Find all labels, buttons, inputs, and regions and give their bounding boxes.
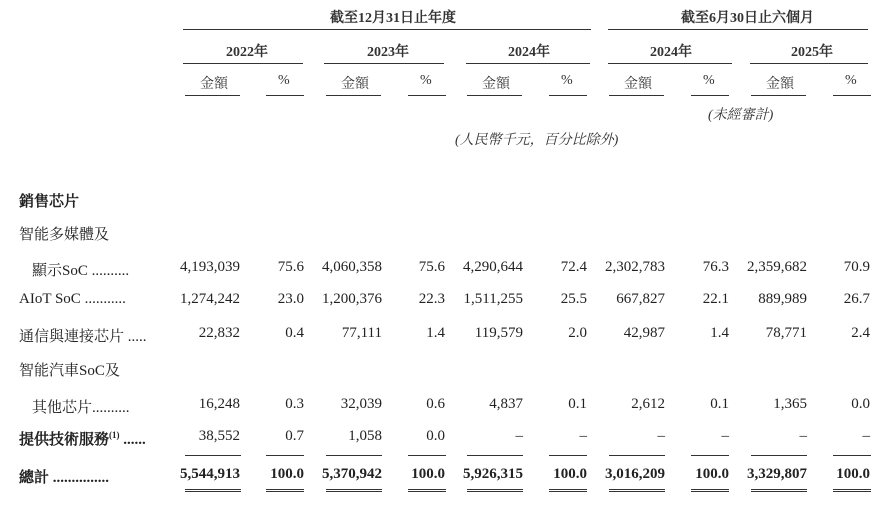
row-0-value-0: 4,193,039 bbox=[180, 259, 240, 275]
total-top-rule-10 bbox=[833, 455, 871, 456]
row-3-value-2: 32,039 bbox=[340, 396, 382, 412]
total-bottom-rule-9 bbox=[751, 489, 807, 492]
row-1-value-4: 1,511,255 bbox=[463, 291, 523, 307]
row-0-value-6: 2,302,783 bbox=[605, 259, 665, 275]
row-0-value-5: 72.4 bbox=[560, 259, 587, 275]
total-value-8: 3,329,807 bbox=[747, 466, 807, 482]
total-value-6: 3,016,209 bbox=[605, 466, 665, 482]
row-4-value-9: – bbox=[862, 428, 870, 444]
unaudited-note: (未經審計) bbox=[708, 108, 774, 123]
total-value-4: 5,926,315 bbox=[463, 466, 523, 482]
col-pct-2: % bbox=[420, 73, 432, 88]
row-2-value-0: 22,832 bbox=[198, 325, 240, 341]
row-2-value-1: 0.4 bbox=[285, 325, 304, 341]
year-rule-2023 bbox=[324, 63, 444, 64]
total-bottom-rule-8 bbox=[691, 489, 729, 492]
row-3-value-0: 16,248 bbox=[198, 396, 240, 412]
row-1-value-3: 22.3 bbox=[418, 291, 445, 307]
total-top-rule-8 bbox=[691, 455, 729, 456]
col-amount-5: 金額 bbox=[766, 77, 794, 92]
row-0-value-2: 4,060,358 bbox=[322, 259, 382, 275]
total-top-rule-3 bbox=[326, 455, 382, 456]
col-pct-3: % bbox=[561, 73, 573, 88]
row-4-value-4: – bbox=[515, 428, 523, 444]
total-bottom-rule-3 bbox=[326, 489, 382, 492]
year-header-2024: 2024年 bbox=[508, 45, 550, 60]
total-bottom-rule-1 bbox=[185, 489, 241, 492]
row-4-value-3: 0.0 bbox=[426, 428, 445, 444]
total-bottom-rule-4 bbox=[408, 489, 446, 492]
total-bottom-rule-5 bbox=[467, 489, 523, 492]
header-annual-rule bbox=[183, 29, 591, 30]
col-rule-pct-5 bbox=[833, 95, 871, 96]
total-top-rule-6 bbox=[549, 455, 587, 456]
total-bottom-rule-2 bbox=[266, 489, 304, 492]
total-value-3: 100.0 bbox=[411, 466, 445, 482]
row-label-aiot: AIoT SoC ........... bbox=[19, 291, 126, 307]
col-pct-4: % bbox=[703, 73, 715, 88]
row-0-value-7: 76.3 bbox=[702, 259, 729, 275]
total-top-rule-7 bbox=[609, 455, 665, 456]
col-rule-pct-4 bbox=[691, 95, 729, 96]
row-0-value-9: 70.9 bbox=[843, 259, 870, 275]
col-rule-amount-4 bbox=[609, 95, 664, 96]
row-4-value-6: – bbox=[657, 428, 665, 444]
row-1-value-8: 889,989 bbox=[758, 291, 807, 307]
year-header-2022: 2022年 bbox=[226, 45, 268, 60]
col-rule-amount-5 bbox=[751, 95, 806, 96]
total-top-rule-4 bbox=[408, 455, 446, 456]
unit-note: (人民幣千元，百分比除外) bbox=[455, 133, 619, 148]
total-value-5: 100.0 bbox=[553, 466, 587, 482]
section-title-chip-sales: 銷售芯片 bbox=[19, 194, 80, 210]
year-rule-2024 bbox=[466, 63, 590, 64]
row-2-value-9: 2.4 bbox=[851, 325, 870, 341]
row-0-value-1: 75.6 bbox=[277, 259, 304, 275]
col-rule-amount-2 bbox=[326, 95, 381, 96]
row-4-value-7: – bbox=[721, 428, 729, 444]
total-value-9: 100.0 bbox=[836, 466, 870, 482]
row-3-value-9: 0.0 bbox=[851, 396, 870, 412]
header-halfyear-title: 截至6月30日止六個月 bbox=[681, 11, 814, 26]
header-halfyear-rule bbox=[608, 29, 868, 30]
row-4-value-2: 1,058 bbox=[348, 428, 382, 444]
row-label-multimedia-line1: 智能多媒體及 bbox=[19, 227, 110, 243]
total-value-0: 5,544,913 bbox=[180, 466, 240, 482]
year-rule-2022 bbox=[183, 63, 303, 64]
total-bottom-rule-7 bbox=[609, 489, 665, 492]
year-header-2024-h1: 2024年 bbox=[650, 45, 692, 60]
row-1-value-5: 25.5 bbox=[560, 291, 587, 307]
col-amount-1: 金額 bbox=[200, 77, 228, 92]
row-label-connectivity: 通信與連接芯片 ..... bbox=[19, 329, 147, 345]
col-rule-pct-3 bbox=[549, 95, 587, 96]
col-rule-amount-1 bbox=[185, 95, 240, 96]
row-label-total: 總計 ............... bbox=[19, 470, 110, 486]
col-amount-4: 金額 bbox=[624, 77, 652, 92]
total-top-rule-9 bbox=[751, 455, 807, 456]
total-value-1: 100.0 bbox=[270, 466, 304, 482]
row-2-value-3: 1.4 bbox=[426, 325, 445, 341]
row-2-value-4: 119,579 bbox=[474, 325, 523, 341]
total-bottom-rule-6 bbox=[549, 489, 587, 492]
row-1-value-1: 23.0 bbox=[277, 291, 304, 307]
row-3-value-1: 0.3 bbox=[285, 396, 304, 412]
total-value-2: 5,370,942 bbox=[322, 466, 382, 482]
row-4-value-0: 38,552 bbox=[198, 428, 240, 444]
row-2-value-5: 2.0 bbox=[568, 325, 587, 341]
year-header-2025-h1: 2025年 bbox=[791, 45, 833, 60]
row-1-value-2: 1,200,376 bbox=[322, 291, 382, 307]
year-header-2023: 2023年 bbox=[367, 45, 409, 60]
row-label-multimedia: 顯示SoC .......... bbox=[32, 263, 130, 279]
row-3-value-3: 0.6 bbox=[426, 396, 445, 412]
row-1-value-6: 667,827 bbox=[616, 291, 665, 307]
row-1-value-7: 22.1 bbox=[702, 291, 729, 307]
row-3-value-5: 0.1 bbox=[568, 396, 587, 412]
total-top-rule-1 bbox=[185, 455, 241, 456]
col-amount-2: 金額 bbox=[341, 77, 369, 92]
row-1-value-9: 26.7 bbox=[843, 291, 870, 307]
row-2-value-6: 42,987 bbox=[623, 325, 665, 341]
row-3-value-7: 0.1 bbox=[710, 396, 729, 412]
row-2-value-2: 77,111 bbox=[341, 325, 382, 341]
year-rule-2024-h1 bbox=[608, 63, 732, 64]
col-rule-pct-1 bbox=[266, 95, 304, 96]
row-label-tech-services: 提供技術服務$^{(1)}$ ...... bbox=[19, 430, 146, 448]
row-4-value-1: 0.7 bbox=[285, 428, 304, 444]
row-3-value-8: 1,365 bbox=[773, 396, 807, 412]
header-annual-title: 截至12月31日止年度 bbox=[330, 11, 456, 26]
row-1-value-0: 1,274,242 bbox=[180, 291, 240, 307]
row-4-value-8: – bbox=[799, 428, 807, 444]
row-0-value-4: 4,290,644 bbox=[463, 259, 523, 275]
col-rule-amount-3 bbox=[467, 95, 522, 96]
row-3-value-4: 4,837 bbox=[489, 396, 523, 412]
row-4-value-5: – bbox=[579, 428, 587, 444]
total-value-7: 100.0 bbox=[695, 466, 729, 482]
row-0-value-8: 2,359,682 bbox=[747, 259, 807, 275]
total-top-rule-5 bbox=[467, 455, 523, 456]
col-pct-1: % bbox=[278, 73, 290, 88]
total-bottom-rule-10 bbox=[833, 489, 871, 492]
col-amount-3: 金額 bbox=[482, 77, 510, 92]
row-label-auto: 其他芯片.......... bbox=[32, 400, 130, 416]
row-3-value-6: 2,612 bbox=[631, 396, 665, 412]
total-top-rule-2 bbox=[266, 455, 304, 456]
row-label-auto-line1: 智能汽車SoC及 bbox=[19, 363, 120, 379]
year-rule-2025-h1 bbox=[750, 63, 868, 64]
row-2-value-8: 78,771 bbox=[765, 325, 807, 341]
row-0-value-3: 75.6 bbox=[418, 259, 445, 275]
col-pct-5: % bbox=[845, 73, 857, 88]
row-2-value-7: 1.4 bbox=[710, 325, 729, 341]
col-rule-pct-2 bbox=[408, 95, 446, 96]
